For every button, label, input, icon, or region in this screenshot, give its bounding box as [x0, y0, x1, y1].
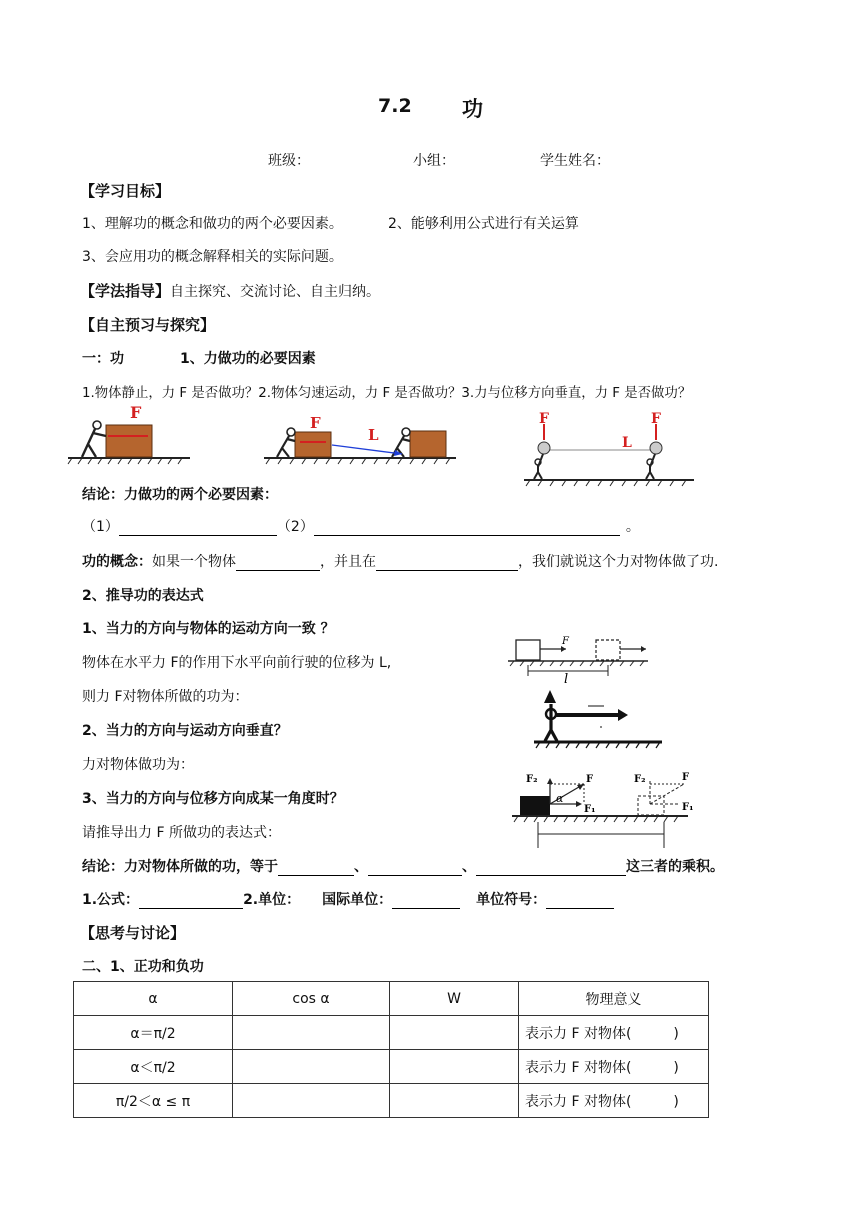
formula-label: 1.公式： — [82, 892, 140, 908]
cell-alpha: π/2＜α ≤ π — [74, 1084, 233, 1118]
cell-cos[interactable] — [233, 1050, 390, 1084]
force-label-f6b: F — [682, 772, 690, 783]
concept-blank-1[interactable] — [236, 556, 320, 571]
factor-blank-3[interactable] — [476, 861, 626, 876]
factors-blanks — [82, 516, 640, 536]
case-3-text: 请推导出力 F 所做功的表达式： — [82, 825, 281, 841]
force-label-f: F — [130, 403, 142, 422]
blank-end: 。 — [625, 519, 640, 535]
cell-cos[interactable] — [233, 1016, 390, 1050]
unit-symbol-blank[interactable] — [546, 894, 614, 909]
force-label-f4: F — [562, 636, 569, 647]
cell-w[interactable] — [390, 1016, 519, 1050]
concept-label: 功的概念： — [82, 554, 152, 570]
conclusion-2 — [82, 856, 724, 876]
questions: 1.物体静止，力 F 是否做功？2.物体匀速运动，力 F 是否做功？3.力与位移方向垂直，力 F 是否做功？ — [82, 386, 692, 401]
table-row — [74, 1016, 709, 1050]
part1-label: 一：功 — [82, 351, 124, 367]
distance-label-l2: L — [622, 435, 632, 451]
cell-w[interactable] — [390, 1084, 519, 1118]
si-unit-label: 国际单位： — [322, 892, 393, 908]
force-label-f2b: F₂ — [634, 774, 646, 785]
blank1-label: （1） — [82, 519, 119, 535]
case-1-text-1: 物体在水平力 F的作用下水平向前行驶的位移为 L, — [82, 655, 392, 671]
factor-blank-2[interactable] — [368, 861, 462, 876]
formula-blank[interactable] — [139, 894, 243, 909]
concept-blank-2[interactable] — [376, 556, 518, 571]
si-unit-blank[interactable] — [392, 894, 460, 909]
preview-heading: 【自主预习与探究】 — [80, 316, 216, 334]
concept-line — [82, 551, 718, 571]
header-w: W — [390, 982, 519, 1016]
method-text: 自主探究、交流讨论、自主归纳。 — [170, 284, 381, 300]
table-header-row — [74, 982, 709, 1016]
concept-a: 如果一个物体 — [152, 554, 236, 570]
page-title: 功 — [462, 97, 483, 121]
cell-alpha: α＝π/2 — [74, 1016, 233, 1050]
force-label-f3a: F — [539, 411, 549, 427]
displacement-label: l — [564, 672, 569, 687]
header-cos: cos α — [233, 982, 390, 1016]
conclusion-2-sep-2: 、 — [462, 859, 476, 875]
figure-moving-box — [264, 412, 464, 467]
figure-perpendicular-force — [522, 410, 702, 490]
goal-1: 1、理解功的概念和做功的两个必要因素。 — [82, 216, 343, 232]
case-3: 3、当力的方向与位移方向成某一角度时？ — [82, 791, 344, 807]
part1-title: 1、力做功的必要因素 — [180, 351, 316, 367]
figure-vertical-load — [534, 690, 674, 752]
goals-heading: 【学习目标】 — [80, 182, 171, 200]
case-1-text-2: 则力 F对物体所做的功为： — [82, 689, 249, 705]
blank-2[interactable] — [314, 521, 620, 536]
method-heading: 【学法指导】 — [80, 282, 171, 300]
distance-label-l: L — [368, 426, 379, 444]
concept-c: ，我们就说这个力对物体做了功. — [518, 554, 719, 570]
name-label: 学生姓名： — [540, 153, 610, 169]
blank-1[interactable] — [119, 521, 277, 536]
force-label-f3b: F — [651, 411, 661, 427]
group-label: 小组： — [413, 153, 455, 169]
work-sign-table — [73, 981, 709, 1118]
figure-static-box — [68, 400, 268, 465]
formula-line — [82, 889, 614, 909]
concept-b: ，并且在 — [320, 554, 376, 570]
title-number: 7.2 — [378, 95, 412, 117]
blank2-label: （2） — [276, 519, 314, 535]
goal-3: 3、会应用功的概念解释相关的实际问题。 — [82, 249, 343, 265]
conclusion-2-end: 这三者的乘积。 — [626, 859, 724, 875]
force-label-f1b: F₁ — [682, 802, 694, 813]
force-label-f2: F — [310, 414, 321, 432]
case-2-text: 力对物体做功为： — [82, 757, 194, 773]
angle-label: α — [556, 792, 564, 805]
part2-title: 二、1、正功和负功 — [82, 959, 204, 975]
table-row — [74, 1084, 709, 1118]
force-label-f1a: F₁ — [584, 804, 596, 815]
cell-alpha: α＜π/2 — [74, 1050, 233, 1084]
unit-symbol-label: 单位符号： — [476, 892, 547, 908]
class-label: 班级： — [268, 153, 310, 169]
cell-cos[interactable] — [233, 1084, 390, 1118]
force-label-f6a: F — [586, 774, 594, 785]
unit-label: 2.单位： — [243, 892, 301, 908]
cell-meaning: 表示力 F 对物体( ) — [519, 1016, 709, 1050]
case-2: 2、当力的方向与运动方向垂直？ — [82, 723, 288, 739]
factor-blank-1[interactable] — [278, 861, 354, 876]
figure-parallel-force — [508, 632, 658, 687]
case-1: 1、当力的方向与物体的运动方向一致 ？ — [82, 621, 335, 637]
conclusion-2-sep-1: 、 — [354, 859, 368, 875]
discuss-heading: 【思考与讨论】 — [80, 924, 186, 942]
goal-2: 2、能够利用公式进行有关运算 — [388, 216, 579, 232]
table-row — [74, 1050, 709, 1084]
force-label-f2a: F₂ — [526, 774, 538, 785]
cell-meaning: 表示力 F 对物体( ) — [519, 1084, 709, 1118]
header-alpha: α — [74, 982, 233, 1016]
derive-heading: 2、推导功的表达式 — [82, 588, 204, 604]
header-meaning: 物理意义 — [519, 982, 709, 1016]
conclusion-1: 结论：力做功的两个必要因素： — [82, 487, 278, 503]
cell-meaning: 表示力 F 对物体( ) — [519, 1050, 709, 1084]
conclusion-2-a: 结论：力对物体所做的功，等于 — [82, 859, 278, 875]
figure-angled-force — [512, 770, 694, 852]
method-line — [80, 280, 380, 301]
cell-w[interactable] — [390, 1050, 519, 1084]
